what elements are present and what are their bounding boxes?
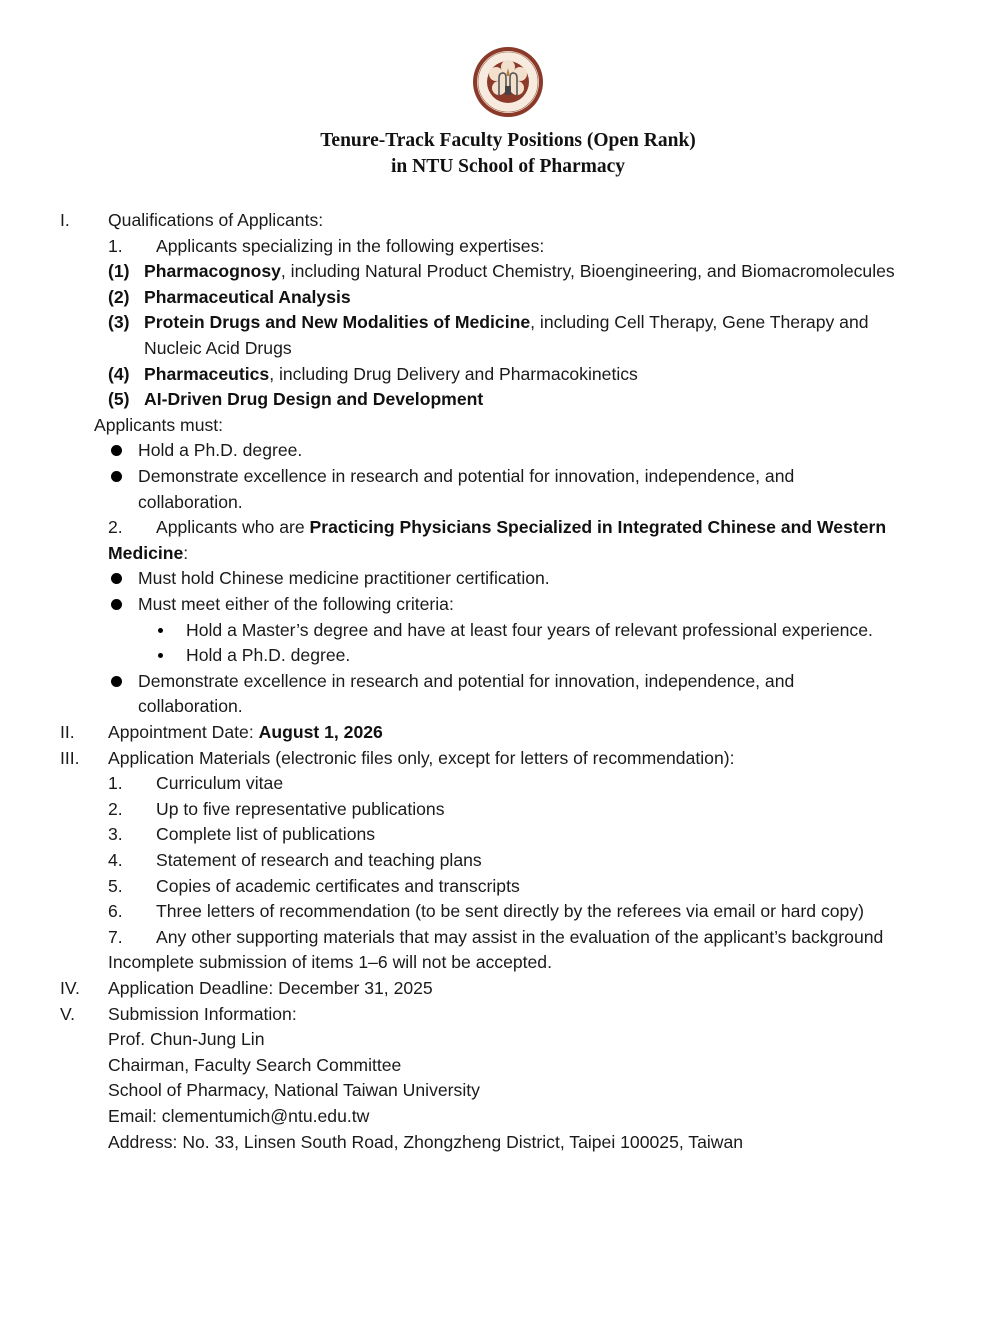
contact-organization: School of Pharmacy, National Taiwan University — [108, 1080, 480, 1100]
sub-text-bold: Practicing Physicians Specialized in Integrated Chinese and Western — [309, 517, 887, 537]
material-item: Statement of research and teaching plans — [156, 850, 482, 870]
material-number: 2. — [108, 799, 123, 819]
bullet-icon — [111, 471, 122, 482]
material-item: Curriculum vitae — [156, 773, 284, 793]
expertise-detail: , including Natural Product Chemistry, Bioengineering, and Biomacromolecules — [280, 261, 895, 281]
material-number: 4. — [108, 850, 123, 870]
section-numeral: I. — [60, 210, 70, 230]
item-number: (3) — [108, 312, 130, 332]
expertise-item-text — [144, 260, 895, 282]
sub-text-continuation — [108, 542, 188, 564]
sub-bullet-icon — [158, 653, 163, 658]
sub-bullet-icon — [158, 628, 163, 633]
sub-text-pre: Applicants who are — [156, 517, 310, 537]
bullet-icon — [111, 676, 122, 687]
section-heading: Submission Information: — [108, 1004, 297, 1024]
contact-name: Prof. Chun-Jung Lin — [108, 1029, 265, 1049]
expertise-item — [108, 363, 130, 385]
expertise-item — [108, 286, 130, 308]
expertise-item-text — [144, 388, 483, 410]
expertise-detail: , including Cell Therapy, Gene Therapy and — [530, 312, 869, 332]
criterion: Hold a Ph.D. degree. — [186, 645, 351, 665]
expertise-name: Pharmacognosy — [144, 261, 281, 281]
expertise-name: Protein Drugs and New Modalities of Medicine — [144, 312, 531, 332]
expertise-item — [108, 311, 130, 333]
expertise-name: Pharmaceutical Analysis — [144, 287, 351, 307]
bullet-icon — [111, 573, 122, 584]
requirement: Demonstrate excellence in research and potential for innovation, independence, and — [138, 671, 795, 691]
item-number: (5) — [108, 389, 130, 409]
application-deadline: Application Deadline: December 31, 2025 — [108, 978, 433, 998]
requirement-continuation: collaboration. — [138, 696, 243, 716]
material-item: Complete list of publications — [156, 824, 376, 844]
material-number: 1. — [108, 773, 123, 793]
expertise-item-continuation: Nucleic Acid Drugs — [144, 338, 292, 358]
requirement-continuation: collaboration. — [138, 492, 243, 512]
material-number: 5. — [108, 876, 123, 896]
contact-address: Address: No. 33, Linsen South Road, Zhongzheng District, Taipei 100025, Taiwan — [108, 1132, 744, 1152]
item-number: (2) — [108, 287, 130, 307]
section-heading: Qualifications of Applicants: — [108, 210, 324, 230]
section-numeral: III. — [60, 748, 80, 768]
expertise-item-text — [144, 286, 351, 308]
expertise-item-text — [144, 311, 869, 333]
section-numeral: IV. — [60, 978, 80, 998]
material-item: Up to five representative publications — [156, 799, 445, 819]
materials-note: Incomplete submission of items 1–6 will not be accepted. — [108, 952, 552, 972]
contact-email[interactable]: Email: clementumich@ntu.edu.tw — [108, 1106, 370, 1126]
item-number: (4) — [108, 364, 130, 384]
material-number: 6. — [108, 901, 123, 921]
page-title-line-1: Tenure-Track Faculty Positions (Open Rank) — [320, 130, 696, 151]
expertise-item — [108, 260, 130, 282]
expertise-name: Pharmaceutics — [144, 364, 270, 384]
requirement: Must meet either of the following criteria: — [138, 594, 454, 614]
appointment-date-label: Appointment Date: — [108, 722, 259, 742]
expertise-detail: , including Drug Delivery and Pharmacokinetics — [269, 364, 638, 384]
requirement: Demonstrate excellence in research and potential for innovation, independence, and — [138, 466, 795, 486]
material-number: 3. — [108, 824, 123, 844]
requirement: Hold a Ph.D. degree. — [138, 440, 303, 460]
expertise-item-text — [144, 363, 638, 385]
sub-text: Applicants specializing in the following expertises: — [156, 236, 545, 256]
contact-title: Chairman, Faculty Search Committee — [108, 1055, 402, 1075]
appointment-date — [108, 721, 383, 743]
appointment-date-value: August 1, 2026 — [258, 722, 383, 742]
material-item: Copies of academic certificates and transcripts — [156, 876, 520, 896]
sub-number: 2. — [108, 517, 123, 537]
expertise-name: AI-Driven Drug Design and Development — [144, 389, 484, 409]
sub-text-bold: Medicine — [108, 543, 184, 563]
sub-text-post: : — [183, 543, 189, 563]
sub-number: 1. — [108, 236, 123, 256]
expertise-item — [108, 388, 130, 410]
section-numeral: II. — [60, 722, 75, 742]
section-numeral: V. — [60, 1004, 76, 1024]
material-item: Three letters of recommendation (to be sent directly by the referees via email or hard copy) — [156, 901, 864, 921]
criterion: Hold a Master’s degree and have at least four years of relevant professional experience. — [186, 620, 873, 640]
item-number: (1) — [108, 261, 130, 281]
material-number: 7. — [108, 927, 123, 947]
bullet-icon — [111, 599, 122, 610]
sub-text — [156, 516, 886, 538]
bullet-icon — [111, 445, 122, 456]
must-label: Applicants must: — [94, 415, 224, 435]
page-title-line-2: in NTU School of Pharmacy — [391, 156, 625, 177]
section-heading: Application Materials (electronic files only, except for letters of recommendation): — [108, 748, 735, 768]
requirement: Must hold Chinese medicine practitioner certification. — [138, 568, 550, 588]
ntu-seal-icon — [472, 46, 544, 118]
material-item: Any other supporting materials that may assist in the evaluation of the applicant’s background — [156, 927, 884, 947]
